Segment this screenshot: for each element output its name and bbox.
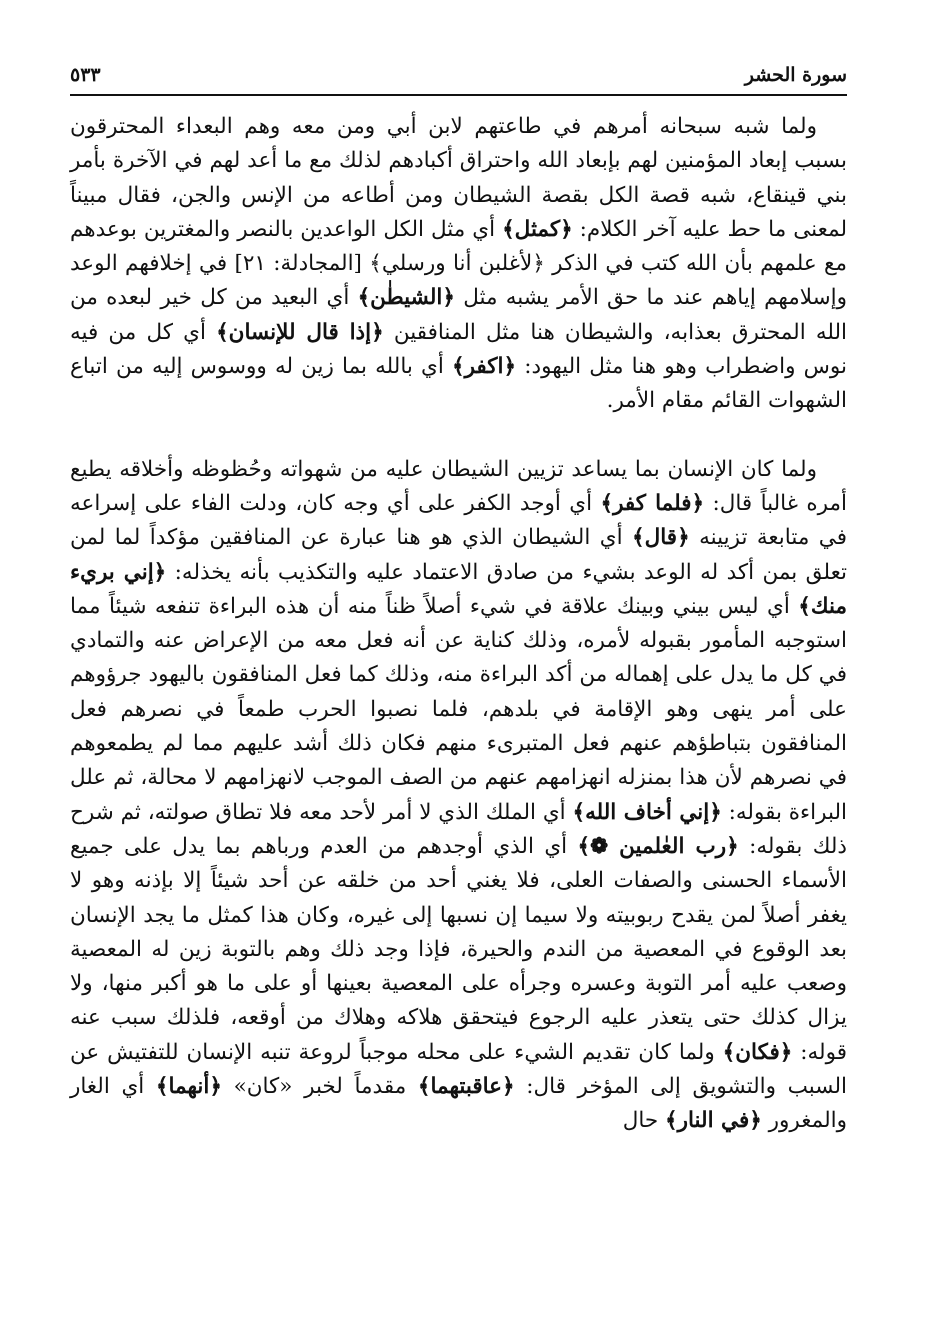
- commentary-segment: أي الملك الذي لا أمر لأحد معه فلا تطاق صولته، ثم شرح ذلك بقوله:: [70, 799, 848, 859]
- quran-quote: ﴿اكفر﴾: [451, 354, 517, 380]
- quran-quote: ﴿إني أخاف الله﴾: [572, 799, 722, 825]
- page-number: ٥٣٣: [70, 64, 101, 86]
- commentary-segment: أي بالله بما زين له ووسوس إليه من اتباع الشهوات القائم مقام الأمر.: [70, 354, 847, 414]
- paragraph: [70, 453, 847, 1139]
- commentary-segment: حال: [622, 1108, 665, 1134]
- commentary-segment: أي الشيطان الذي هو هنا عبارة عن المنافقين مؤكداً لما لمن تعلق بمن أكد له الوعد بشيء من صادق الاعتماد عليه والتكذيب بأنه يخذله:: [70, 525, 848, 585]
- quran-quote: ﴿رب العٰلمين ❁﴾: [577, 833, 739, 859]
- commentary-segment: أي مثل الكل الواعدين بالنصر والمغترين بوعدهم مع علمهم بأن الله كتب في الذكر ﴿لأغلبن أنا ورسلي﴾ [المجادلة: ٢١] في إخلافهم الوعد وإسلامهم إياهم عند ما حق الأمر يشبه مثل: [70, 216, 848, 311]
- quran-quote: ﴿كمثل﴾: [502, 216, 573, 242]
- commentary-segment: أي الذي أوجدهم من العدم ورباهم بما يدل على جميع الأسماء الحسنى والصفات العلى، فلا يغني أحد من خلقه عن أحد شيئاً إلا بإذنه وهو لا يغفر أصلاً لمن يقدح ربوبيته ولا سيما إن نسبها إلى غيره، وكان هذا كمثل ما يجد الإنسان بعد الوقوع في المعصية من الندم والحيرة، فإذا وجد ذلك وهم بالتوبة زين له المعصية وصعب عليه أمر التوبة وعسره وجرأه على المعصية بعينها أو على ما هو أكبر منها، ولا يزال كذلك حتى يتعذر عليه الرجوع فيتحقق هلاكه وهلاك من أوقعه، فلذلك سبب عنه قوله:: [70, 833, 847, 1065]
- quran-quote: ﴿إني بريء منك﴾: [70, 559, 847, 619]
- commentary-segment: أي البعيد من كل خير لبعده من الله المحترق بعذابه، والشيطان هنا مثل المنافقين: [70, 285, 847, 345]
- surah-title: سورة الحشر: [744, 64, 847, 86]
- commentary-segment: ولما كان الإنسان بما يساعد تزيين الشيطان عليه من شهواته وحُظوظه وأخلاقه يطيع أمره غالباً قال:: [70, 456, 847, 516]
- quran-quote: ﴿عاقبتهما﴾: [417, 1074, 515, 1100]
- quran-quote: ﴿فلما كفر﴾: [600, 490, 705, 516]
- paragraph: [70, 110, 847, 419]
- quran-quote: ﴿قال﴾: [632, 525, 690, 551]
- commentary-segment: مقدماً لخبر «كان»: [221, 1074, 418, 1100]
- quran-quote: ﴿في النار﴾: [665, 1108, 762, 1134]
- quran-quote: ﴿إذا قال للإنسان﴾: [216, 319, 384, 345]
- commentary-segment: أي الغار والمغرور: [70, 1074, 847, 1134]
- commentary-segment: أي كل من فيه نوس واضطراب وهو هنا مثل اليهود:: [70, 319, 847, 380]
- quran-quote: ﴿أنهما﴾: [155, 1074, 222, 1100]
- commentary-segment: أي أوجد الكفر على أي وجه كان، ودلت الفاء على إسراعه في متابعة تزيينه: [70, 490, 847, 551]
- quran-quote: ﴿فكان﴾: [722, 1039, 793, 1065]
- commentary-segment: أي ليس بيني وبينك علاقة في شيء أصلاً ظناً منه أن هذه البراءة تنفعه شيئاً مما استوجبه المأمور بقبوله لأمره، وذلك كناية عن أنه فعل معه من الإعراض عنه والتمادي في كل ما يدل على إهماله من أكد البراءة منه، وذلك كما فعل المنافقون باليهود جرؤوهم على أمر ينهى وهو الإقامة في بلدهم، فلما نصبوا الحرب طمعاً في نصرهم فعل المنافقون بتباطؤهم عنهم فعل المتبرىء منهم فكان ذلك أشد عليهم مما لم يطمعوهم في نصرهم لأن هذا بمنزله انهزامهم عنهم من الصف الموجب لانهزامهم لا محالة، ثم علل البراءة بقوله:: [70, 593, 847, 825]
- commentary-text: [70, 110, 847, 1139]
- commentary-segment: ولما كان تقديم الشيء على محله موجباً لروعة تنبه الإنسان للتفتيش عن السبب والتشويق إلى المؤخر قال:: [70, 1039, 847, 1100]
- quran-quote: ﴿الشيطٰن﴾: [357, 285, 455, 311]
- running-header: [70, 58, 847, 92]
- commentary-segment: ولما شبه سبحانه أمرهم في طاعتهم لابن أبي ومن معه وهم البعداء المحترقون بسبب إبعاد المؤمنين لهم بإبعاد الله واحتراق أكبادهم لذلك مع ما أعد لهم في الآخرة بأمر بني قينقاع، شبه قصة الكل بقصة الشيطان ومن أطاعه من الإنس والجن، فقال مبيناً لمعنى ما حط عليه آخر الكلام:: [70, 114, 847, 242]
- header-divider: [70, 94, 847, 96]
